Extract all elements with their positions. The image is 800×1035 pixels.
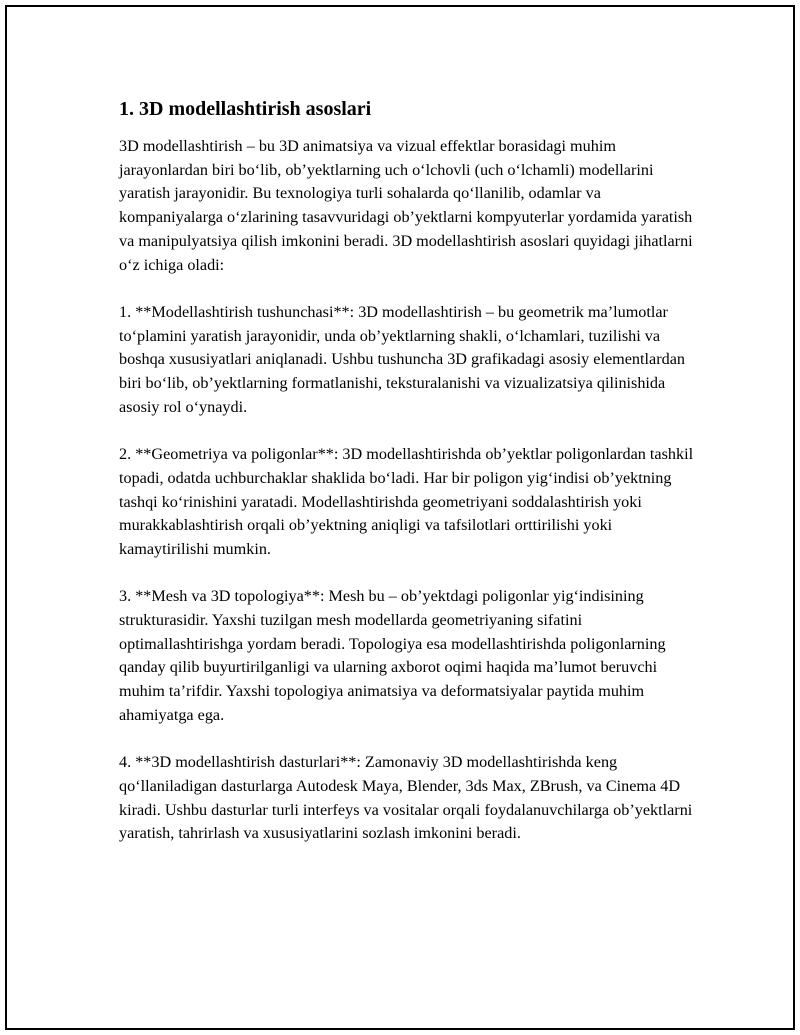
document-body [119,97,704,870]
document-page [5,5,795,1030]
paragraph-mesh-topology: 3. **Mesh va 3D topologiya**: Mesh bu – obʼyektdagi poligonlar yigʻindisining strukturasidir. Yaxshi tuzilgan mesh modellarda geometriyaning sifatini optimallashtirishga yordam beradi. Topologiya esa modellashtirishda poligonlarning qanday qilib buyurtirilganligi va ularning axborot oqimi haqida maʼlumot beruvchi muhim taʼrifdir. Yaxshi topologiya animatsiya va deformatsiyalar paytida muhim ahamiyatga ega. [119,587,666,724]
intro-paragraph: 3D modellashtirish – bu 3D animatsiya va vizual effektlar borasidagi muhim jarayonlardan biri boʻlib, obʼyektlarning uch oʻlchovli (uch oʻlchamli) modellarini yaratish jarayonidir. Bu texnologiya turli sohalarda qoʻllanilib, odamlar va kompaniyalarga oʻzlarining tasavvuridagi obʼyektlarni kompyuterlar yordamida yaratish va manipulyatsiya qilish imkonini beradi. 3D modellashtirish asoslari quyidagi jihatlarni oʻz ichiga oladi: [119,137,693,274]
paragraph-geometry-polygons: 2. **Geometriya va poligonlar**: 3D modellashtirishda obʼyektlar poligonlardan tashkil topadi, odatda uchburchaklar shaklida boʻladi. Har bir poligon yigʻindisi obʼyektning tashqi koʻrinishini yaratadi. Modellashtirishda geometriyani soddalashtirish yoki murakkablashtirish orqali obʼyektning aniqligi va tafsilotlari orttirilishi yoki kamaytirilishi mumkin. [119,445,694,558]
section-heading: 1. 3D modellashtirish asoslari [119,98,372,120]
paragraph-modeling-software: 4. **3D modellashtirish dasturlari**: Zamonaviy 3D modellashtirishda keng qoʻllaniladigan dasturlarga Autodesk Maya, Blender, 3ds Max, ZBrush, va Cinema 4D kiradi. Ushbu dasturlar turli interfeys va vositalar orqali foydalanuvchilarga obʼyektlarni yaratish, tahrirlash va xususiyatlarini sozlash imkonini beradi. [119,753,693,843]
paragraph-modeling-concept: 1. **Modellashtirish tushunchasi**: 3D modellashtirish – bu geometrik maʼlumotlar toʻplamini yaratish jarayonidir, unda obʼyektlarning shakli, oʻlchamlari, tuzilishi va boshqa xususiyatlari aniqlanadi. Ushbu tushuncha 3D grafikadagi asosiy elementlardan biri boʻlib, obʼyektlarning formatlanishi, teksturalanishi va vizualizatsiya qilinishida asosiy rol oʻynaydi. [119,302,685,416]
